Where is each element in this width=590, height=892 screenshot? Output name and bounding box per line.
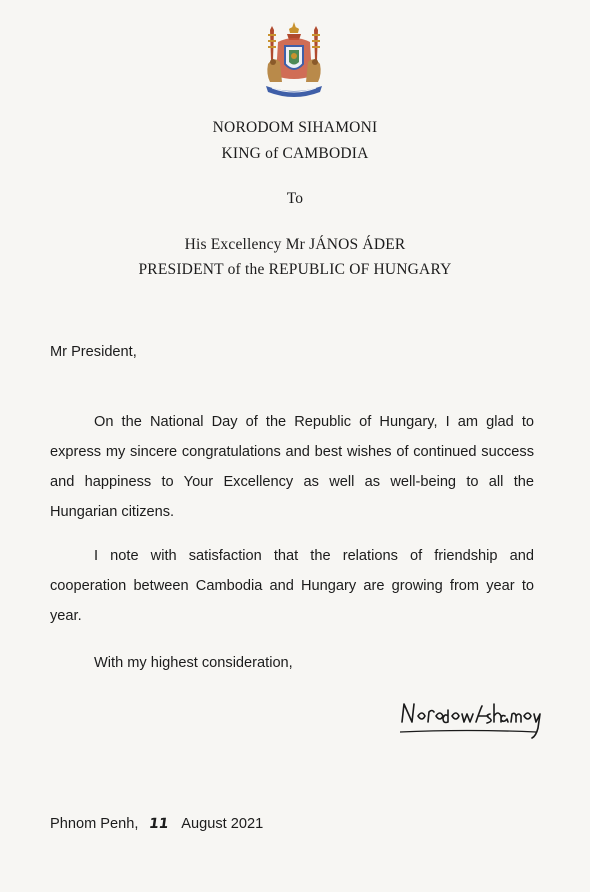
salutation: Mr President, — [50, 344, 137, 360]
recipient-title: PRESIDENT of the REPUBLIC OF HUNGARY — [138, 261, 452, 278]
date-day: 11 — [147, 816, 170, 832]
recipient-name: His Excellency Mr JÁNOS ÁDER — [184, 236, 406, 253]
handwritten-signature — [396, 692, 546, 742]
royal-arms-crest-icon — [258, 20, 330, 102]
paragraph-relations: I note with satisfaction that the relations of friendship and cooperation between Cambodia and Hungary are growing from year to year. — [50, 548, 534, 624]
sender-name: NORODOM SIHAMONI — [212, 119, 378, 136]
sender-title: KING of CAMBODIA — [221, 145, 369, 162]
place: Phnom Penh, — [50, 816, 139, 832]
place-and-date — [50, 816, 263, 832]
date-month-year: August 2021 — [181, 816, 264, 832]
paragraph-congratulations: On the National Day of the Republic of Hungary, I am glad to express my sincere congratulations and best wishes of continued success and happiness to Your Excellency as well as well-being to all the Hungarian citizens. — [50, 414, 534, 520]
to-label: To — [286, 190, 304, 207]
closing-line: With my highest consideration, — [94, 655, 293, 671]
